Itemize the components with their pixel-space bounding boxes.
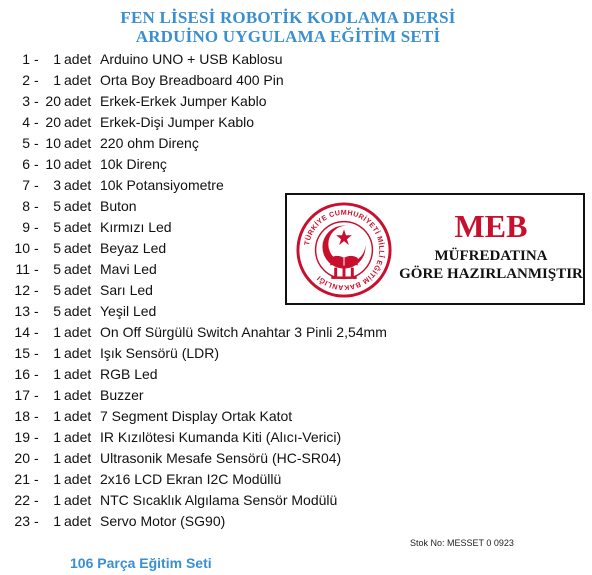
item-name: 10k Potansiyometre [100,177,224,193]
stock-number: Stok No: MESSET 0 0923 [410,538,514,548]
item-quantity: 1 [53,387,61,403]
item-quantity: 1 [53,51,61,67]
item-unit: adet [64,240,92,256]
item-number: 18 [14,408,30,424]
item-number: 3 [22,93,30,109]
meb-badge [285,193,585,305]
seal-text: TÜRKİYE CUMHURİYETİ MİLLÎ EĞİTİM BAKANLIĞI [303,208,386,292]
item-separator: - [34,324,39,340]
item-number: 7 [22,177,30,193]
item-name: On Off Sürgülü Switch Anahtar 3 Pinli 2,54mm [100,324,387,340]
document-title-line-2: ARDUİNO UYGULAMA EĞİTİM SETİ [135,27,441,46]
item-number: 15 [14,345,30,361]
item-separator: - [34,303,39,319]
item-unit: adet [64,156,92,172]
item-quantity: 1 [53,408,61,424]
item-quantity: 5 [53,219,61,235]
item-separator: - [34,492,39,508]
item-unit: adet [64,366,92,382]
item-quantity: 1 [53,345,61,361]
item-number: 5 [22,135,30,151]
item-unit: adet [64,114,92,130]
item-name: 220 ohm Direnç [100,135,199,151]
item-separator: - [34,408,39,424]
item-quantity: 10 [45,156,61,172]
item-name: Erkek-Dişi Jumper Kablo [100,114,255,130]
item-name: Arduino UNO + USB Kablosu [100,51,283,67]
item-number: 21 [14,471,30,487]
item-name: Sarı Led [100,282,153,298]
item-separator: - [34,72,39,88]
item-name: NTC Sıcaklık Algılama Sensör Modülü [100,492,338,508]
item-quantity: 1 [53,492,61,508]
item-quantity: 20 [45,114,61,130]
item-separator: - [34,114,39,130]
item-unit: adet [64,219,92,235]
item-name: Mavi Led [100,261,157,277]
item-quantity: 1 [53,450,61,466]
item-separator: - [34,450,39,466]
item-separator: - [34,156,39,172]
item-number: 22 [14,492,30,508]
item-name: Beyaz Led [100,240,167,256]
item-number: 9 [22,219,30,235]
item-name: Yeşil Led [100,303,157,319]
item-unit: adet [64,198,92,214]
item-name: Işık Sensörü (LDR) [100,345,220,361]
item-quantity: 3 [53,177,61,193]
item-number: 12 [14,282,30,298]
item-unit: adet [64,492,92,508]
item-unit: adet [64,72,92,88]
item-unit: adet [64,408,92,424]
item-separator: - [34,51,39,67]
item-unit: adet [64,177,92,193]
meb-title: MEB [454,208,528,244]
item-unit: adet [64,93,92,109]
item-quantity: 1 [53,429,61,445]
item-separator: - [34,282,39,298]
item-number: 1 [22,51,30,67]
item-separator: - [34,429,39,445]
item-separator: - [34,366,39,382]
item-quantity: 1 [53,324,61,340]
meb-seal-icon [295,201,393,299]
item-quantity: 5 [53,198,61,214]
item-separator: - [34,345,39,361]
item-quantity: 5 [53,240,61,256]
item-name: Orta Boy Breadboard 400 Pin [100,72,284,88]
item-separator: - [34,261,39,277]
meb-subtitle-line-2: GÖRE HAZIRLANMIŞTIR [399,266,583,282]
item-quantity: 1 [53,471,61,487]
item-quantity: 1 [53,72,61,88]
item-number: 20 [14,450,30,466]
item-name: 2x16 LCD Ekran I2C Modüllü [100,471,282,487]
item-quantity: 1 [53,366,61,382]
item-name: RGB Led [100,366,158,382]
item-separator: - [34,177,39,193]
item-separator: - [34,513,39,529]
item-name: Erkek-Erkek Jumper Kablo [100,93,267,109]
item-number: 23 [14,513,30,529]
item-unit: adet [64,324,92,340]
item-separator: - [34,219,39,235]
item-separator: - [34,387,39,403]
item-unit: adet [64,513,92,529]
item-number: 17 [14,387,30,403]
item-name: Kırmızı Led [100,219,172,235]
item-separator: - [34,198,39,214]
item-name: 10k Direnç [100,156,167,172]
item-number: 16 [14,366,30,382]
document-title-line-1: FEN LİSESİ ROBOTİK KODLAMA DERSİ [120,8,456,27]
item-unit: adet [64,471,92,487]
item-unit: adet [64,450,92,466]
item-unit: adet [64,345,92,361]
item-unit: adet [64,282,92,298]
item-number: 6 [22,156,30,172]
item-name: Ultrasonik Mesafe Sensörü (HC-SR04) [100,450,342,466]
item-name: Servo Motor (SG90) [100,513,226,529]
meb-subtitle-line-1: MÜFREDATINA [434,248,548,264]
item-number: 10 [14,240,30,256]
item-unit: adet [64,135,92,151]
item-separator: - [34,471,39,487]
item-name: Buton [100,198,137,214]
item-name: Buzzer [100,387,144,403]
item-unit: adet [64,387,92,403]
item-number: 13 [14,303,30,319]
item-quantity: 20 [45,93,61,109]
item-quantity: 5 [53,303,61,319]
item-unit: adet [64,303,92,319]
item-number: 14 [14,324,30,340]
item-number: 4 [22,114,30,130]
item-quantity: 5 [53,282,61,298]
item-unit: adet [64,261,92,277]
item-quantity: 1 [53,513,61,529]
item-unit: adet [64,429,92,445]
item-name: 7 Segment Display Ortak Katot [100,408,293,424]
item-name: IR Kızılötesi Kumanda Kiti (Alıcı-Verici) [100,429,342,445]
item-number: 8 [22,198,30,214]
total-parts-label: 106 Parça Eğitim Seti [70,555,212,571]
item-separator: - [34,93,39,109]
item-quantity: 10 [45,135,61,151]
item-number: 2 [22,72,30,88]
item-quantity: 5 [53,261,61,277]
item-number: 19 [14,429,30,445]
item-unit: adet [64,51,92,67]
item-separator: - [34,240,39,256]
item-number: 11 [15,261,30,277]
item-separator: - [34,135,39,151]
